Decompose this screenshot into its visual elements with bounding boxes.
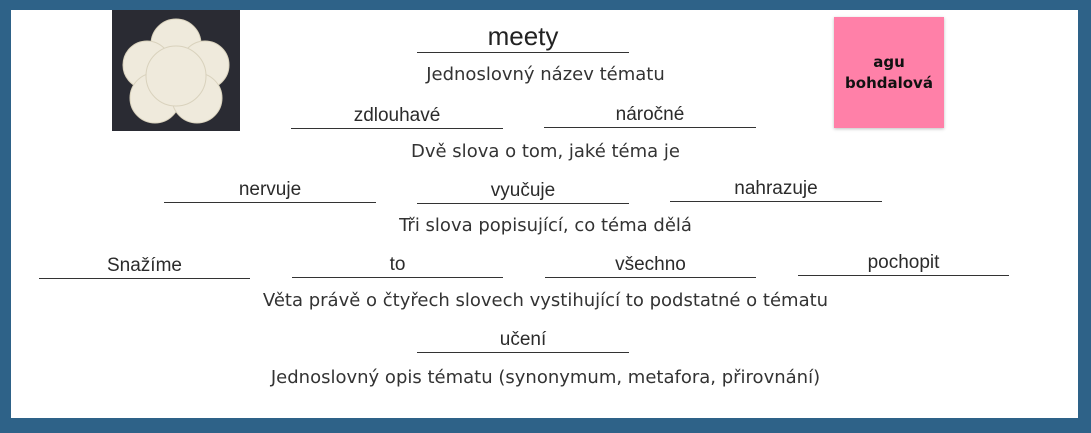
sticky-note-line1: agu xyxy=(873,52,905,71)
three-words-field-3[interactable]: nahrazuje xyxy=(670,177,882,202)
three-words-caption: Tři slova popisující, co téma dělá xyxy=(399,215,692,236)
three-words-field-2[interactable]: vyučuje xyxy=(417,179,629,204)
four-words-field-2[interactable]: to xyxy=(292,253,503,278)
synonym-field[interactable]: učení xyxy=(417,328,629,353)
four-words-field-3[interactable]: všechno xyxy=(545,253,756,278)
three-words-field-1[interactable]: nervuje xyxy=(164,178,376,203)
four-words-field-1[interactable]: Snažíme xyxy=(39,254,250,279)
two-words-field-1[interactable]: zdlouhavé xyxy=(291,104,503,129)
topic-caption: Jednoslovný název tématu xyxy=(426,64,665,85)
sticky-note-line2: bohdalová xyxy=(845,73,933,92)
two-words-field-2[interactable]: náročné xyxy=(544,103,756,128)
four-words-caption: Věta právě o čtyřech slovech vystihující to podstatné o tématu xyxy=(262,290,829,311)
synonym-caption: Jednoslovný opis tématu (synonymum, metafora, přirovnání) xyxy=(270,367,821,388)
four-words-field-4[interactable]: pochopit xyxy=(798,251,1009,276)
topic-field[interactable]: meety xyxy=(417,20,629,53)
two-words-caption: Dvě slova o tom, jaké téma je xyxy=(411,141,680,162)
